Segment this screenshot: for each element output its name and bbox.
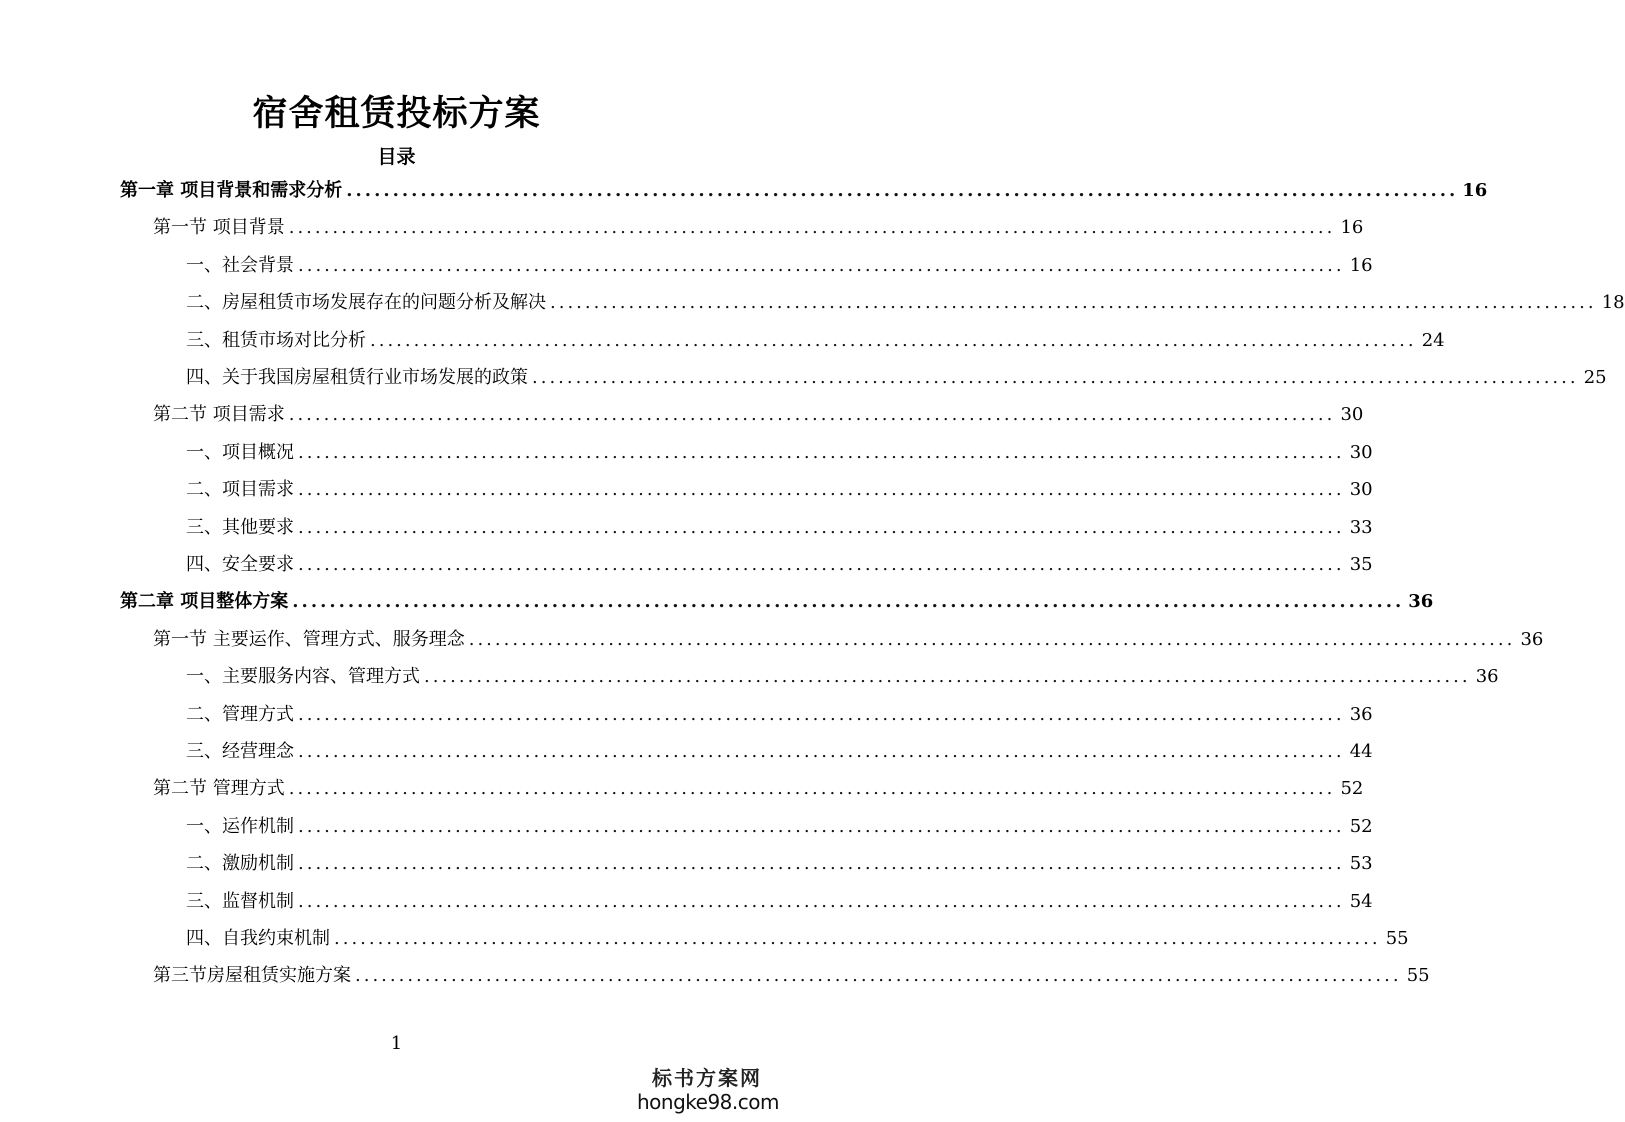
toc-dot-leader: ........................................................................................................................	[298, 890, 1345, 912]
toc-entry[interactable]	[186, 924, 1409, 954]
toc-heading: 目录	[377, 146, 416, 168]
toc-dot-leader: ........................................................................................................................	[424, 666, 1471, 688]
toc-entry[interactable]	[186, 288, 1625, 318]
toc-entry-label: 第三节房屋租赁实施方案	[153, 965, 351, 987]
toc-entry-page: 16	[1462, 180, 1488, 201]
toc-dot-leader: ........................................................................................................................	[298, 741, 1345, 762]
toc-entry-page: 30	[1349, 441, 1373, 463]
toc-entry[interactable]	[153, 400, 1364, 430]
toc-entry-label: 四、安全要求	[186, 554, 294, 575]
toc-entry-page: 55	[1406, 965, 1430, 987]
toc-dot-leader: ........................................................................................................................	[355, 965, 1402, 987]
toc-dot-leader: ........................................................................................................................	[298, 853, 1345, 875]
toc-dot-leader: ........................................................................................................................	[298, 703, 1345, 725]
toc-dot-leader: ........................................................................................................................	[532, 367, 1579, 388]
toc-entry-label: 第一节 主要运作、管理方式、服务理念	[153, 628, 465, 650]
toc-entry-page: 33	[1349, 516, 1373, 538]
watermark-name: 标书方案网	[652, 1066, 762, 1090]
toc-dot-leader: ........................................................................................................................	[298, 815, 1345, 837]
toc-dot-leader: ........................................................................................................................	[346, 180, 1459, 201]
toc-entry[interactable]	[186, 849, 1373, 879]
toc-entry-page: 53	[1349, 853, 1373, 875]
toc-dot-leader: ........................................................................................................................	[298, 516, 1345, 538]
toc-entry-label: 三、监督机制	[186, 890, 294, 912]
toc-entry-label: 第一节 项目背景	[153, 217, 285, 239]
toc-entry-page: 54	[1349, 890, 1373, 912]
toc-entry-page: 36	[1408, 591, 1434, 613]
toc-entry-page: 30	[1349, 479, 1373, 501]
toc-dot-leader: ........................................................................................................................	[298, 254, 1345, 276]
toc-entry-page: 52	[1340, 778, 1364, 800]
toc-dot-leader: ........................................................................................................................	[288, 778, 1336, 800]
toc-entry[interactable]	[186, 887, 1373, 917]
toc-entry-page: 52	[1349, 815, 1373, 837]
toc-dot-leader: ........................................................................................................................	[550, 292, 1597, 314]
watermark-logo	[637, 1068, 777, 1112]
toc-entry-label: 二、管理方式	[186, 703, 294, 725]
toc-entry-page: 18	[1601, 292, 1625, 314]
toc-entry-page: 36	[1520, 628, 1544, 650]
toc-entry[interactable]	[186, 550, 1373, 580]
toc-entry[interactable]	[120, 176, 1488, 206]
toc-entry-label: 一、项目概况	[186, 441, 294, 463]
watermark-url: hongke98.com	[637, 1090, 779, 1114]
toc-dot-leader: ........................................................................................................................	[468, 628, 1516, 650]
toc-entry[interactable]	[153, 961, 1430, 991]
toc-dot-leader: ........................................................................................................................	[292, 591, 1405, 613]
toc-dot-leader: ........................................................................................................................	[370, 329, 1417, 351]
toc-entry-page: 36	[1475, 666, 1499, 688]
toc-entry[interactable]	[186, 326, 1445, 356]
page-number: 1	[390, 1033, 403, 1054]
toc-entry[interactable]	[186, 662, 1499, 692]
toc-entry-label: 一、社会背景	[186, 254, 294, 276]
toc-entry-page: 16	[1349, 254, 1373, 276]
toc-entry[interactable]	[186, 812, 1373, 842]
toc-entry-label: 四、自我约束机制	[186, 928, 330, 949]
toc-dot-leader: ........................................................................................................................	[298, 554, 1345, 575]
toc-entry-page: 24	[1421, 329, 1445, 351]
toc-entry-label: 第二节 管理方式	[153, 778, 285, 800]
toc-entry-label: 二、激励机制	[186, 853, 294, 875]
toc-entry[interactable]	[186, 363, 1607, 393]
toc-entry-page: 55	[1385, 928, 1409, 949]
toc-entry-label: 二、房屋租赁市场发展存在的问题分析及解决	[186, 292, 546, 314]
toc-entry-page: 16	[1340, 217, 1364, 239]
toc-dot-leader: ........................................................................................................................	[298, 441, 1345, 463]
toc-entry[interactable]	[153, 625, 1544, 655]
toc-dot-leader: ........................................................................................................................	[288, 217, 1336, 239]
toc-entry[interactable]	[186, 438, 1373, 468]
toc-entry[interactable]	[186, 737, 1373, 767]
toc-entry-label: 一、主要服务内容、管理方式	[186, 666, 420, 688]
toc-entry[interactable]	[186, 513, 1373, 543]
toc-entry-page: 36	[1349, 703, 1373, 725]
toc-dot-leader: ........................................................................................................................	[334, 928, 1381, 949]
toc-entry[interactable]	[153, 213, 1364, 243]
toc-entry-label: 第一章 项目背景和需求分析	[120, 180, 343, 201]
toc-entry[interactable]	[186, 700, 1373, 730]
toc-entry[interactable]	[186, 475, 1373, 505]
toc-dot-leader: ........................................................................................................................	[288, 404, 1336, 426]
toc-dot-leader: ........................................................................................................................	[298, 479, 1345, 501]
toc-entry-label: 一、运作机制	[186, 815, 294, 837]
toc-entry-label: 三、经营理念	[186, 741, 294, 762]
toc-entry-page: 44	[1349, 741, 1373, 762]
toc-entry-label: 四、关于我国房屋租赁行业市场发展的政策	[186, 367, 528, 388]
toc-entry-label: 三、其他要求	[186, 516, 294, 538]
toc-entry-label: 第二章 项目整体方案	[120, 591, 289, 613]
toc-entry-label: 三、租赁市场对比分析	[186, 329, 366, 351]
toc-entry-label: 第二节 项目需求	[153, 404, 285, 426]
toc-entry-page: 35	[1349, 554, 1373, 575]
toc-entry-page: 30	[1340, 404, 1364, 426]
toc-entry-label: 二、项目需求	[186, 479, 294, 501]
toc-entry[interactable]	[153, 774, 1364, 804]
document-title: 宿舍租赁投标方案	[252, 93, 541, 134]
toc-entry[interactable]	[186, 251, 1373, 281]
toc-entry-page: 25	[1583, 367, 1607, 388]
toc-entry[interactable]	[120, 587, 1434, 617]
